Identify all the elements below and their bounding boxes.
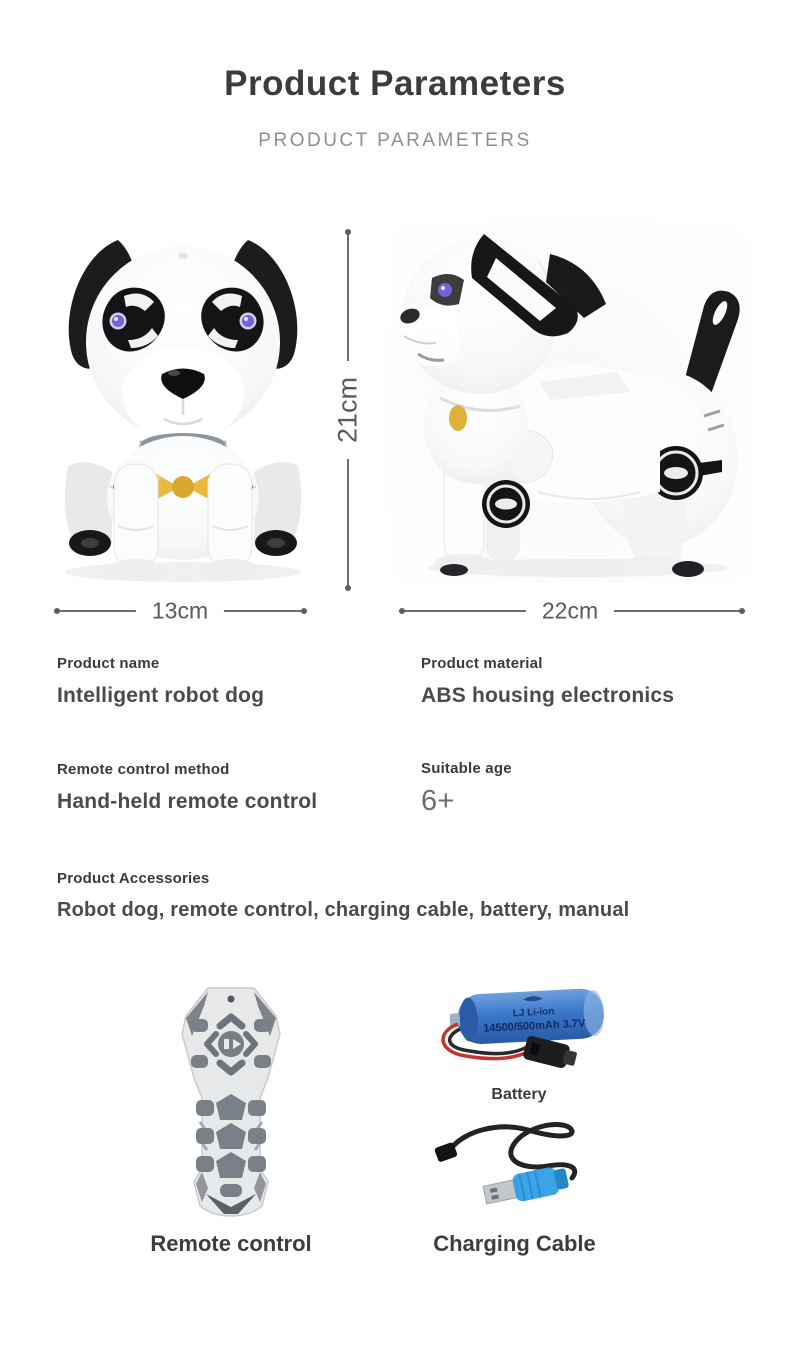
side-dog-collar-charm [449, 405, 467, 431]
spec-product-name-label: Product name [57, 655, 160, 672]
battery-photo [424, 976, 614, 1084]
battery-print-line2: 14500/500mAh 3.7V [482, 1017, 586, 1035]
usb-connector [482, 1164, 570, 1209]
spec-product-name-value: Intelligent robot dog [57, 684, 265, 707]
page-title: Product Parameters [224, 64, 566, 103]
spec-suitable-age-value: 6+ [421, 785, 455, 817]
spec-remote-control-method-value: Hand-held remote control [57, 790, 318, 813]
side-dog-eye [430, 274, 464, 306]
battery-label: Battery [491, 1086, 547, 1103]
side-length-dimension-dot-right [739, 608, 745, 614]
remote-control-label: Remote control [150, 1231, 312, 1256]
battery-connector [522, 1035, 578, 1071]
remote-led [228, 996, 235, 1003]
side-length-dimension-label: 22cm [526, 598, 614, 625]
robot-dog-side-photo [388, 220, 754, 582]
front-width-dimension-label: 13cm [136, 598, 224, 625]
front-width-dimension-dot-left [54, 608, 60, 614]
front-dog-muzzle [122, 347, 244, 441]
side-dog-muzzle [398, 304, 460, 366]
spec-product-material-value: ABS housing electronics [421, 684, 675, 707]
height-dimension-dot-top [345, 229, 351, 235]
spec-remote-control-method [57, 761, 317, 814]
height-dimension-label: 21cm [333, 361, 364, 459]
page-subtitle: PRODUCT PARAMETERS [258, 130, 532, 151]
side-length-dimension-dot-left [399, 608, 405, 614]
front-dog-right-eye [240, 313, 257, 330]
spec-suitable-age-label: Suitable age [421, 760, 512, 777]
spec-product-accessories-label: Product Accessories [57, 870, 210, 887]
spec-product-name [57, 655, 264, 708]
spec-product-accessories [57, 870, 629, 922]
height-dimension-dot-bottom [345, 585, 351, 591]
spec-product-accessories-value: Robot dog, remote control, charging cable, battery, manual [57, 899, 630, 921]
remote-control-photo [172, 982, 290, 1220]
robot-dog-front-photo [52, 226, 314, 584]
spec-remote-control-method-label: Remote control method [57, 761, 230, 778]
charging-cable-label: Charging Cable [433, 1231, 596, 1256]
spec-product-material-label: Product material [421, 655, 543, 672]
front-dog-left-eye [110, 313, 127, 330]
spec-suitable-age [421, 760, 512, 818]
charging-cable-photo [428, 1116, 598, 1218]
front-width-dimension-dot-right [301, 608, 307, 614]
spec-product-material [421, 655, 674, 708]
battery-print-line1: LJ Li-ion [512, 1006, 555, 1020]
